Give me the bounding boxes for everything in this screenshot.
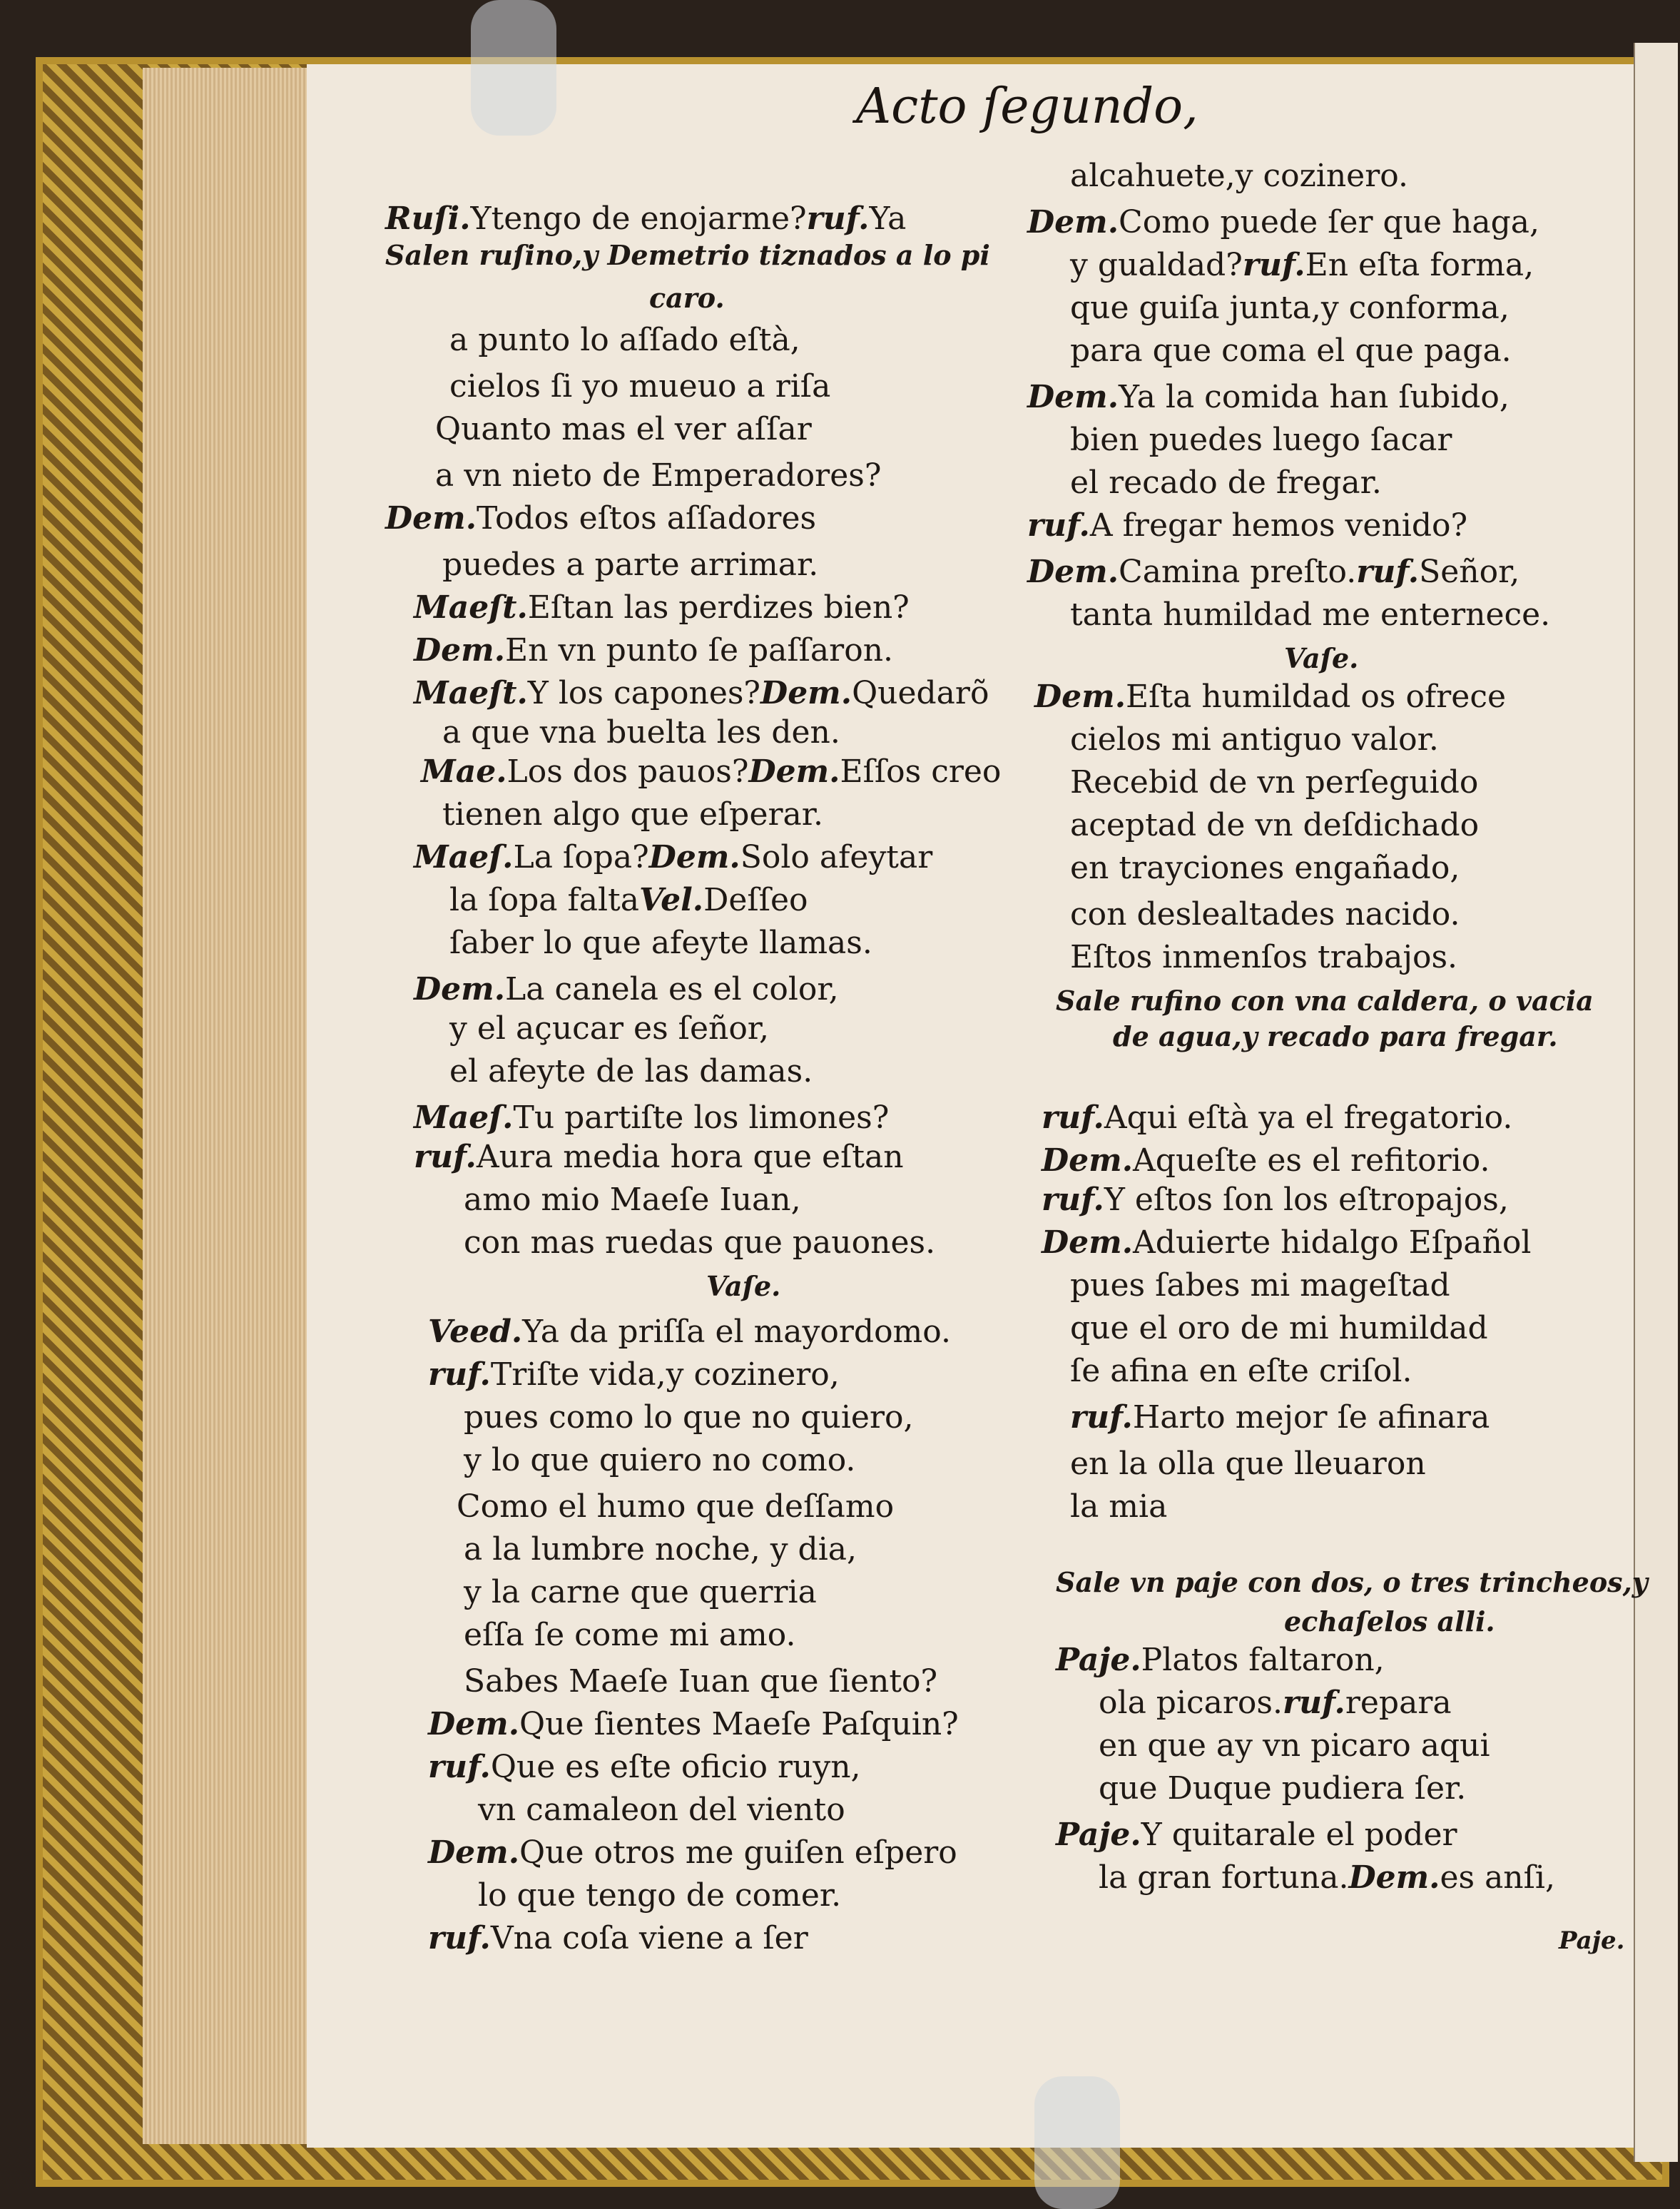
verse-text: Señor, [1419,554,1520,590]
text-line [414,839,933,875]
verse-text: Eſta humildad os ofrece [1126,679,1507,715]
text-line [414,1102,889,1134]
verse-text: que Duque pudiera ſer. [1099,1770,1467,1807]
verse-text: a punto lo aſſado eſtà, [449,322,800,358]
verse-text: lo que tengo de comer. [478,1877,842,1914]
text-line [1042,1224,1532,1261]
speaker-name: Dem. [1348,1859,1440,1896]
speaker-name: Dem. [414,632,506,669]
stage-direction: Sale rufino con vna caldera, o vacia [1056,985,1594,1017]
speaker-name: Dem. [648,839,740,875]
verse-text: y el açucar es ſeñor, [449,1010,769,1047]
speaker-name: ruf. [1282,1685,1345,1721]
text-line [1056,1566,1648,1598]
text-line [464,1663,938,1700]
text-line [449,368,831,405]
speaker-name: Dem. [385,500,477,537]
text-line [449,882,808,918]
text-line [449,925,872,961]
text-line [1099,1770,1467,1807]
text-line [1099,1687,1452,1719]
verse-text: Vna coſa viene a ſer [490,1920,808,1956]
verse-text: Aqueſte es el refitorio. [1133,1142,1490,1179]
verse-text: Triſte vida,y cozinero, [490,1356,840,1393]
text-line [1027,379,1510,415]
text-line [464,1574,817,1610]
stage-direction: caro. [649,282,725,314]
text-line [1027,507,1468,544]
text-line [1070,464,1382,501]
verse-text: tienen algo que eſperar. [442,796,823,833]
text-line [435,411,812,447]
verse-text: Ya da priſſa el mayordomo. [522,1314,951,1350]
verse-text: ola picaros. [1099,1685,1283,1721]
verse-text: La canela es el color, [505,971,839,1007]
verse-text: y gualdad? [1070,247,1243,283]
speaker-name: Paje. [1056,1817,1141,1853]
speaker-name: ruf. [1042,1182,1104,1218]
text-line [1056,1819,1457,1851]
speaker-name: Paje. [1056,1642,1141,1678]
verse-text: y lo que quiero no como. [464,1442,856,1478]
text-line [1070,1267,1450,1304]
text-line [706,1270,780,1301]
verse-text: Deſſeo [703,882,808,918]
text-line [464,1531,857,1568]
verse-text: pues como lo que no quiero, [464,1399,914,1436]
text-line [464,1224,936,1261]
text-line [478,1794,845,1826]
text-line [414,675,989,711]
verse-text: que guiſa junta,y conforma, [1070,290,1510,326]
verse-text: la mia [1070,1488,1168,1525]
verse-text: repara [1345,1685,1452,1721]
speaker-name: ruf. [1356,554,1420,590]
verse-text: con mas ruedas que pauones. [464,1224,936,1261]
verse-text: Que otros me guiſen eſpero [519,1834,957,1871]
verse-text: para que coma el que paga. [1070,332,1512,369]
verse-text: con deslealtades nacido. [1070,896,1460,933]
speaker-name: Dem. [428,1834,520,1871]
verse-text: a que vna buelta les den. [442,714,840,751]
text-line [649,282,725,313]
verse-text: Como el humo que deſſamo [457,1488,895,1525]
verse-text: Eſſos creo [840,753,1002,790]
speaker-name: ruf. [1042,1100,1104,1136]
verse-text: Que es eſte oficio ruyn, [490,1749,861,1785]
verse-text: ſe afina en eſte criſol. [1070,1353,1412,1389]
verse-text: Aura media hora que eſtan [476,1139,904,1175]
text-line [1042,1142,1490,1179]
verse-text: En eſta forma, [1305,247,1534,283]
verse-text: Los dos pauos? [506,753,749,790]
stage-direction: echaſelos alli. [1284,1605,1495,1637]
verse-text: Solo afeytar [740,839,933,875]
verse-text: Aduierte hidalgo Eſpañol [1133,1224,1532,1261]
text-line [1034,681,1506,713]
text-line [1042,1102,1512,1134]
verse-text: en que ay vn picaro aqui [1099,1727,1490,1764]
verse-text: el recado de fregar. [1070,464,1382,501]
verse-text: en la olla que lleuaron [1070,1446,1426,1482]
text-line [428,1356,840,1393]
text-line [1070,1353,1412,1389]
speaker-name: Dem. [1042,1224,1134,1261]
text-line [385,500,817,537]
speaker-name: Maeſ. [414,839,514,875]
text-line [1056,985,1594,1016]
text-line [421,753,1002,790]
text-line [385,239,990,270]
speaker-name: ruf. [806,200,870,237]
text-line [1070,807,1480,843]
stage-direction: Vaſe. [1284,642,1359,674]
top-page-clip [471,0,556,136]
text-line [1070,247,1534,283]
text-line [464,1617,796,1653]
speaker-name: Dem. [428,1706,520,1742]
speaker-name: Dem. [1034,679,1126,715]
verse-text: vn camaleon del viento [478,1792,845,1828]
verse-text: aceptad de vn deſdichado [1070,807,1480,843]
verse-text: amo mio Maeſe Iuan, [464,1182,801,1218]
verse-text: la gran fortuna. [1099,1859,1349,1896]
text-line [1099,1859,1555,1896]
text-line [1070,596,1551,633]
verse-text: Que ſientes Maeſe Paſquin? [519,1706,959,1742]
speaker-name: ruf. [428,1749,491,1785]
text-line [428,1706,959,1742]
speaker-name: Dem. [760,675,852,711]
verse-text: Recebid de vn perſeguido [1070,764,1479,801]
verse-text: Quanto mas el ver aſſar [435,411,812,447]
stage-direction: Sale vn paje con dos, o tres trincheos,y [1056,1566,1648,1598]
text-line [428,1834,957,1871]
verse-text: Ya la comida han ſubido, [1119,379,1510,415]
verse-text: Como puede ſer que haga, [1119,204,1539,240]
speaker-name: Ruſi. [385,200,471,237]
text-line [1070,332,1512,369]
text-line [1070,1448,1426,1480]
verse-text: alcahuete,y cozinero. [1070,158,1408,194]
speaker-name: ruf. [1027,507,1090,544]
verse-text: La ſopa? [513,839,649,875]
page-edges [143,68,314,2144]
text-line [1070,422,1452,458]
verse-text: a vn nieto de Emperadores? [435,457,882,494]
text-line [457,1488,895,1525]
bottom-page-clip [1034,2076,1120,2209]
text-line [385,200,907,237]
speaker-name: Dem. [1027,554,1119,590]
text-line [1070,939,1458,975]
text-line [1284,642,1358,674]
verse-text: Ytengo de enojarme? [470,200,807,237]
verse-text: Camina preſto. [1119,554,1357,590]
stage-direction: de agua,y recado para fregar. [1113,1020,1558,1052]
text-line [464,1399,914,1436]
verse-text: Sabes Maeſe Iuan que ſiento? [464,1663,938,1700]
text-line [442,714,840,751]
text-line [1042,1184,1509,1216]
text-line [435,457,882,494]
text-line [1099,1727,1490,1764]
text-line [1070,850,1460,886]
text-line [449,322,800,358]
text-line [414,971,839,1007]
text-line [414,1139,904,1175]
verse-text: bien puedes luego ſacar [1070,422,1452,458]
verse-text: cielos ſi yo mueuo a riſa [449,368,831,405]
text-line [478,1877,842,1914]
text-line [1113,1020,1558,1052]
verse-text: pues ſabes mi mageſtad [1070,1267,1450,1304]
verse-text: Aqui eſtà ya el fregatorio. [1104,1100,1513,1136]
speaker-name: Dem. [1042,1142,1134,1179]
text-line [1056,1642,1385,1678]
verse-text: Ya [869,200,907,237]
speaker-name: Vel. [638,882,704,918]
speaker-name: ruf. [428,1920,491,1956]
verse-text: a la lumbre noche, y dia, [464,1531,857,1568]
text-line [414,589,910,626]
text-line [1070,1310,1488,1346]
facing-page-edge [1634,43,1678,2162]
verse-text: el afeyte de las damas. [449,1053,813,1090]
text-line [414,632,894,669]
text-line [464,1184,801,1216]
catchword: Paje. [1559,1926,1625,1955]
text-line [464,1442,856,1478]
verse-text: que el oro de mi humildad [1070,1310,1488,1346]
verse-text: Tu partiſte los limones? [513,1100,890,1136]
text-line [449,1010,769,1047]
text-line [1284,1605,1495,1637]
speaker-name: ruf. [414,1139,477,1175]
speaker-name: Maeſt. [414,675,528,711]
text-line [428,1316,951,1348]
stage-direction: Salen ruſino,y Demetrio tiznados a lo pi [385,239,990,271]
verse-text: puedes a parte arrimar. [442,547,819,583]
verse-text: Eſtos inmenſos trabajos. [1070,939,1458,975]
verse-text: Platos faltaron, [1141,1642,1385,1678]
text-line [1070,896,1460,933]
text-line [1027,204,1539,240]
verse-text: es anſi, [1440,1859,1555,1896]
text-line [1070,1488,1168,1525]
speaker-name: Maeſt. [414,589,528,626]
text-line [442,796,823,833]
speaker-name: Dem. [1027,204,1119,240]
verse-text: Y eſtos ſon los eſtropajos, [1104,1182,1509,1218]
verse-text: Y quitarale el poder [1141,1817,1457,1853]
text-line [442,549,818,581]
verse-text: y la carne que querria [464,1574,817,1610]
speaker-name: ruf. [428,1356,491,1393]
speaker-name: Maeſ. [414,1100,514,1136]
speaker-name: Mae. [421,753,507,790]
verse-text: En vn punto ſe paſſaron. [505,632,894,669]
speaker-name: ruf. [1070,1399,1133,1436]
text-line [1070,764,1479,801]
verse-text: tanta humildad me enternece. [1070,596,1551,633]
verse-text: ſaber lo que afeyte llamas. [449,925,872,961]
text-line [449,1053,813,1090]
speaker-name: Veed. [428,1314,523,1350]
verse-text: Quedarõ [852,675,989,711]
verse-text: Eſtan las perdizes bien? [527,589,910,626]
verse-text: Harto mejor ſe afinara [1132,1399,1490,1436]
verse-text: la ſopa falta [449,882,639,918]
verse-text: Y los capones? [527,675,761,711]
text-line [1070,1399,1490,1436]
text-line [1070,158,1408,194]
speaker-name: Dem. [1027,379,1119,415]
speaker-name: Dem. [748,753,840,790]
text-line [428,1920,808,1956]
stage-direction: Vaſe. [706,1270,781,1302]
text-line [1027,554,1520,590]
verse-text: A fregar hemos venido? [1089,507,1468,544]
speaker-name: Dem. [414,971,506,1007]
page-header: Acto ſegundo, [856,78,1198,135]
text-line [1070,290,1510,326]
verse-text: Todos eſtos aſſadores [477,500,817,537]
verse-text: cielos mi antiguo valor. [1070,721,1439,758]
text-line [1070,721,1439,758]
text-line [428,1749,861,1785]
speaker-name: ruf. [1242,247,1305,283]
verse-text: en trayciones engañado, [1070,850,1460,886]
verse-text: eſſa ſe come mi amo. [464,1617,796,1653]
